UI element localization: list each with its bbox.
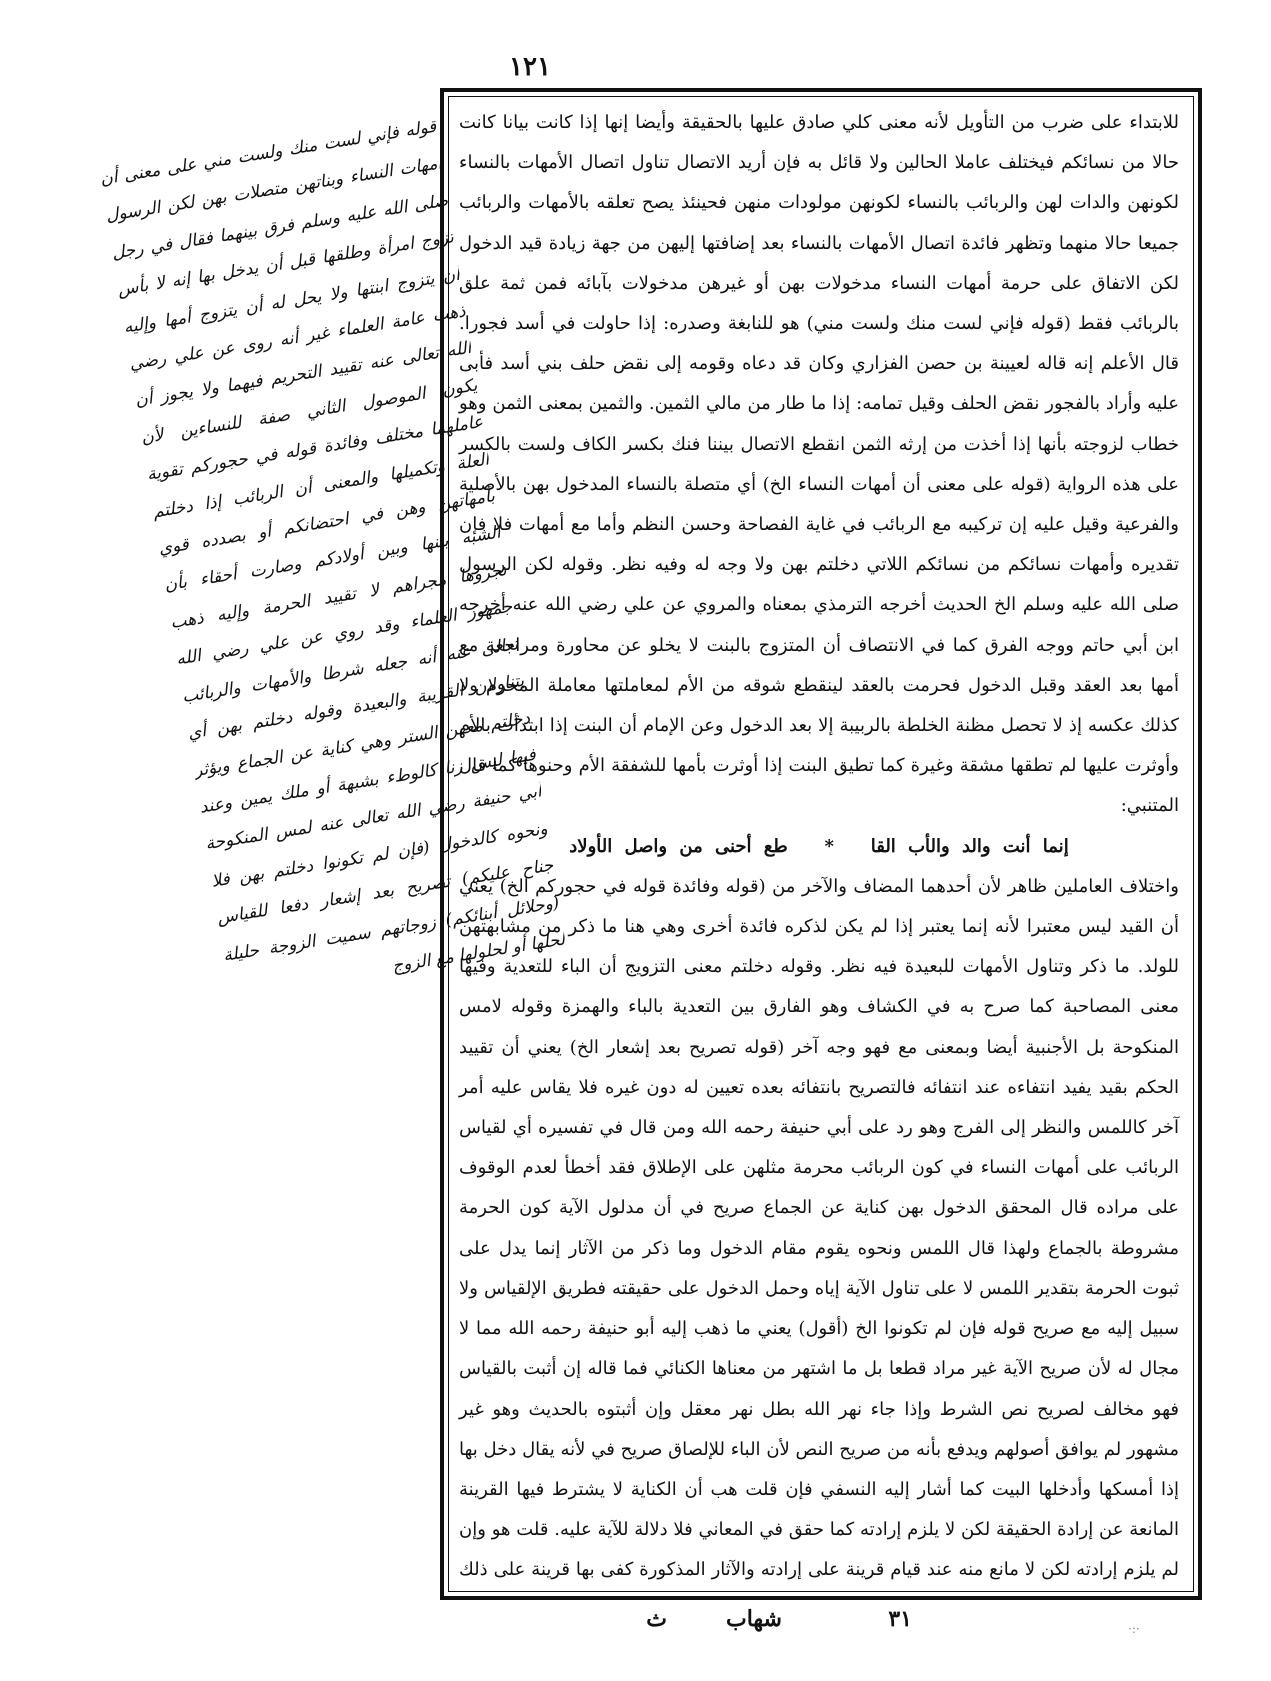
poetry-verse: إنما أنت والد والأب القا * طع أحنى من واصل الأولاد <box>569 835 1069 857</box>
ink-speck: ·:· <box>1128 1622 1140 1636</box>
signature-letter: ث <box>646 1606 667 1632</box>
page-footer <box>440 1606 1202 1636</box>
main-text-body <box>448 96 1194 1592</box>
verse-first-hemistich: إنما أنت والد والأب القا <box>870 835 1069 857</box>
main-text-frame <box>440 88 1202 1600</box>
verse-second-hemistich: طع أحنى من واصل الأولاد <box>569 835 788 857</box>
margin-note-text: قوله فإني لست منك ولست مني على معنى أن أمهات النساء وبناتهن متصلات بهن لكن الرسول صلى الله عليه وسلم فرق بينهما فقال في رجل تزوج امرأة وطلقها قبل أن يدخل بها إنه لا بأس أن يتزوج ابنتها ولا يحل له أن يتزوج أمها وإليه ذهب عامة العلماء غير أنه روى عن علي رضي الله تعالى عنه تقييد التحريم فيهما ولا يجوز أن يكون الموصول الثاني صفة للنساءين لأن عاملهما مختلف وفائدة قوله في حجوركم تقوية العلة وتكميلها والمعنى أن الربائب إذا دخلتم بأمهاتهن وهن في احتضانكم أو بصدده قوي الشبه بينها وبين أولادكم وصارت أحقاء بأن تجروها مجراهم لا تقييد الحرمة وإليه ذهب جمهور العلماء وقد روي عن علي رضي الله تعالى عنه أنه جعله شرطا والأمهات والربائب يتناولان القريبة والبعيدة وقوله دخلتم بهن أي دخلتم معهن الستر وهي كناية عن الجماع ويؤثر فيها ليس زنا كالوطء بشبهة أو ملك يمين وعند أبي حنيفة رضي الله تعالى عنه لمس المنكوحة ونحوه كالدخول (فإن لم تكونوا دخلتم بهن فلا جناح عليكم) تصريح بعد إشعار دفعا للقياس (وحلائل أبنائكم) زوجاتهم سميت الزوجة حليلة لحلها أو لحلولها مع الزوج <box>98 116 567 977</box>
main-text-paragraph-1: للابتداء على ضرب من التأويل لأنه معنى كلي صادق عليها بالحقيقة وأيضا إنها إذا كانت بيانا كانت حالا من نسائكم فيختلف عاملا الحالين ولا قائل به فإن أريد الاتصال تناول اتصال الأمهات بالنساء لكونهن والدات لهن والربائب بالنساء لكونهن مولودات منهن فحينئذ يصح تعلقه بالأمهات والربائب جميعا حالا منهما وتظهر فائدة اتصال الأمهات بالنساء بعد إضافتها إليهن من جهة زيادة قيد الدخول لكن الاتفاق على حرمة أمهات النساء مدخولات بهن أو غيرهن مدخولات بآبائه فمن ثمة علق بالربائب فقط (قوله فإني لست منك ولست مني) هو للنابغة وصدره: إذا حاولت في أسد فجورا. قال الأعلم إنه قاله لعيينة بن حصن الفزاري وكان قد دعاه وقومه إلى نقض حلف بني أسد فأبى عليه وأراد بالفجور نقض الحلف وقيل تمامه: إذا ما طار من مالي الثمين. والثمين بمعنى الثمن وهو خطاب لزوجته بأنها إذا أخذت من إرثه الثمن انقطع الاتصال بيننا فنك بكسر الكاف ولست بالكسر على هذه الرواية (قوله على معنى أن أمهات النساء الخ) أي متصلة بالنساء المدخول بهن بالأصلية والفرعية وقيل عليه إن تركيبه مع الربائب في غاية الفصاحة وحسن النظم وأما مع أمهات فلا فإن تقديره وأمهات نسائكم من نسائكم اللاتي دخلتم بهن ولا وجه له وفيه نظر. وقوله لكن الرسول صلى الله عليه وسلم الخ الحديث أخرجه الترمذي بمعناه والمروي عن علي رضي الله عنه أخرجه ابن أبي حاتم ووجه الفرق كما في الانتصاف أن المتزوج بالبنت لا يخلو عن محاورة ومراجعة مع أمها بعد العقد وقبل الدخول فحرمت بالعقد لينقطع شوقه من الأم لمعاملتها معاملة المحرم ولا كذلك عكسه إذ لا تحصل مظنة الخلطة بالربيبة إلا بعد الدخول وعن الإمام أن البنت إذا ابتدأت بالأم وأوثرت عليها لم تطقها مشقة وغيرة كما تطيق البنت إذا أوثرت بأمها للشفقة الأم وحنوها كما قال المتنبي: <box>459 112 1179 817</box>
signature-number: ٣١ <box>888 1606 912 1632</box>
page-number: ١٢١ <box>509 52 551 82</box>
main-text-paragraph-2: واختلاف العاملين ظاهر لأن أحدهما المضاف والآخر من (قوله وفائدة قوله في حجوركم الخ) يعني أن القيد ليس معتبرا لأنه إنما يعتبر إذا لم يكن لذكره فائدة أخرى وهي هنا ما ذكر من مشابهتهن للولد. ما ذكر وتناول الأمهات للبعيدة فيه نظر. وقوله دخلتم معنى التزويج أن الباء للتعدية وفيها معنى المصاحبة كما صرح به في الكشاف وهو الفارق بين التعدية بالباء والهمزة وقوله لامس المنكوحة بل الأجنبية أيضا وبمعنى مع فهو وجه آخر (قوله تصريح بعد إشعار الخ) يعني أن تقييد الحكم بقيد يفيد انتفاءه عند انتفائه فالتصريح بانتفائه بعده تعيين له دون غيره فلا يقاس عليه أمر آخر كاللمس والنظر إلى الفرج وهو رد على أبي حنيفة رحمه الله ومن قال في تفسيره أي لقياس الربائب على أمهات النساء في كون الربائب محرمة مثلهن على الإطلاق فقد أخطأ لعدم الوقوف على مراده قال المحقق الدخول بهن كناية عن الجماع صريح في أن مدلول الآية كون الحرمة مشروطة بالجماع ولهذا قال اللمس ونحوه يقوم مقام الدخول وما ذكر من الآثار إنما يدل على ثبوت الحرمة بتقدير اللمس لا على تناول الآية إياه وحمل الدخول على حقيقته فطريق الإلقياس ولا سبيل إليه مع صريح قوله فإن لم تكونوا الخ (أقول) يعني ما ذهب إليه أبو حنيفة رحمه الله مما لا مجال له لأن صريح الآية غير مراد قطعا بل ما اشتهر من معناها الكنائي فما قاله إن أثبت بالقياس فهو مخالف لصريح نص الشرط وإذا جاء نهر الله بطل نهر معقل وإن أثبتوه بالحديث وهو غير مشهور لم يوافق أصولهم ويدفع بأنه من صريح النص لأن الباء للإلصاق صريح في لأنه يقال دخل بها إذا أمسكها وأدخلها البيت كما أشار إليه النسفي فإن قلت هب أن الكناية لا يشترط فيها القرينة المانعة عن إرادة الحقيقة لكن لا يلزم إرادته كما حقق في المعاني فلا دلالة للآية عليه. قلت هو وإن لم يلزم إرادته لكن لا مانع منه عند قيام قرينة على إرادته والآثار المذكورة كفى بها قرينة على ذلك <box>459 875 1179 1581</box>
signature-word: شهاب <box>726 1606 782 1632</box>
